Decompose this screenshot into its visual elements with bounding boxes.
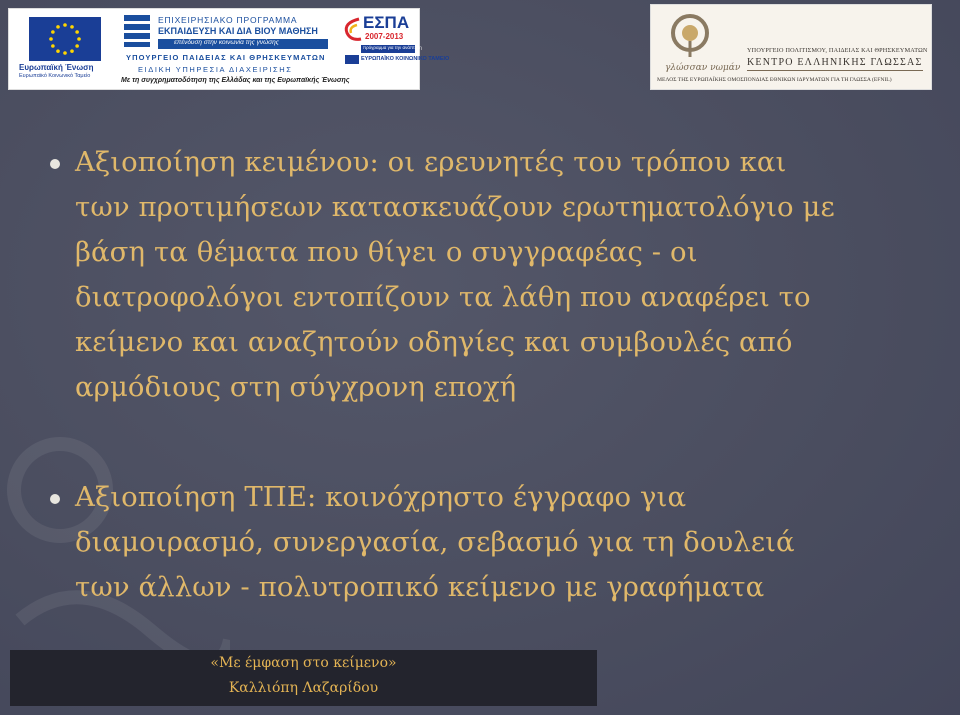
center-script-name: γλώσσαν νωμάν (665, 63, 741, 73)
eu-star-icon (75, 30, 79, 34)
small-eu-flag-icon (345, 55, 359, 64)
footer-author: Καλλιόπη Λαζαρίδου (228, 680, 379, 696)
bullet-line: κείμενο και αναζητούν οδηγίες και συμβουλές από (75, 326, 793, 358)
bullet-text (75, 475, 935, 610)
eu-star-icon (77, 37, 81, 41)
bullet-line: των προτιμήσεων κατασκευάζουν ερωτηματολόγιο με (75, 191, 835, 223)
espa-logo (341, 13, 450, 75)
eu-logo (15, 15, 115, 79)
center-name: ΚΕΝΤΡΟ ΕΛΛΗΝΙΚΗΣ ΓΛΩΣΣΑΣ (747, 57, 923, 68)
eu-star-icon (49, 37, 53, 41)
footer-title: «Με έμφαση στο κείμενο» (210, 655, 397, 671)
service-name: ΕΙΔΙΚΗ ΥΠΗΡΕΣΙΑ ΔΙΑΧΕΙΡΙΣΗΣ (138, 65, 293, 74)
bullet-line: των άλλων - πολυτροπικό κείμενο με γραφήματα (75, 571, 765, 603)
espa-years: 2007-2013 (365, 32, 404, 41)
program-logo (122, 13, 334, 75)
eu-star-icon (70, 25, 74, 29)
espa-slogan: πρόγραμμα για την ανάπτυξη (363, 45, 422, 50)
eu-star-icon (70, 49, 74, 53)
program-line-1: ΕΠΙΧΕΙΡΗΣΙΑΚΟ ΠΡΟΓΡΑΜΜΑ (158, 15, 298, 25)
greek-language-center-logo (650, 4, 932, 90)
eu-flag-icon (29, 17, 101, 61)
cofunding-note: Με τη συγχρηματοδότηση της Ελλάδας και της Ευρωπαϊκής Ένωσης (121, 77, 350, 84)
center-membership: ΜΕΛΟΣ ΤΗΣ ΕΥΡΩΠΑΪΚΗΣ ΟΜΟΣΠΟΝΔΙΑΣ ΕΘΝΙΚΩΝ ΙΔΡΥΜΑΤΩΝ ΓΙΑ ΤΗ ΓΛΩΣΣΑ (EFNIL) (657, 77, 892, 83)
ministry-name: ΥΠΟΥΡΓΕΙΟ ΠΑΙΔΕΙΑΣ ΚΑΙ ΘΡΗΣΚΕΥΜΑΤΩΝ (126, 53, 326, 62)
bullet-text (75, 140, 935, 410)
center-ministry: ΥΠΟΥΡΓΕΙΟ ΠΟΛΙΤΙΣΜΟΥ, ΠΑΙΔΕΙΑΣ ΚΑΙ ΘΡΗΣΚΕΥΜΑΤΩΝ (747, 47, 928, 54)
eu-fund: Ευρωπαϊκό Κοινωνικό Ταμείο (19, 73, 91, 79)
bullet-icon (50, 159, 60, 169)
bullet-line: αρμόδιους στη σύγχρονη εποχή (75, 371, 517, 403)
eu-star-icon (56, 49, 60, 53)
espa-swirl-icon (341, 15, 363, 45)
eu-name: Ευρωπαϊκή Ένωση (19, 63, 94, 72)
bullet-line: Αξιοποίηση ΤΠΕ: κοινόχρηστο έγγραφο για (75, 481, 687, 513)
footer-caption (10, 650, 597, 706)
sponsor-logos-left (8, 8, 450, 90)
center-divider (747, 70, 923, 71)
bullet-line: διατροφολόγοι εντοπίζουν τα λάθη που αναφέρει το (75, 281, 811, 313)
program-slogan: επένδυση στην κοινωνία της γνώσης (174, 39, 279, 46)
ministry-emblem-icon (122, 13, 152, 49)
eu-star-icon (51, 44, 55, 48)
bullet-line: διαμοιρασμό, συνεργασία, σεβασμό για τη δουλειά (75, 526, 795, 558)
bullet-icon (50, 494, 60, 504)
bullet-line: βάση τα θέματα που θίγει ο συγγραφέας - οι (75, 236, 698, 268)
owl-emblem-icon (669, 11, 711, 61)
eu-star-icon (63, 23, 67, 27)
bullet-line: Αξιοποίηση κειμένου: οι ερευνητές του τρόπου και (75, 146, 787, 178)
eu-star-icon (51, 30, 55, 34)
eu-star-icon (75, 44, 79, 48)
espa-title: ΕΣΠΑ (363, 13, 410, 32)
espa-fund: ΕΥΡΩΠΑΪΚΟ ΚΟΙΝΩΝΙΚΟ ΤΑΜΕΙΟ (361, 56, 450, 62)
eu-star-icon (63, 51, 67, 55)
eu-star-icon (56, 25, 60, 29)
program-line-2: ΕΚΠΑΙΔΕΥΣΗ ΚΑΙ ΔΙΑ ΒΙΟΥ ΜΑΘΗΣΗ (158, 26, 318, 36)
